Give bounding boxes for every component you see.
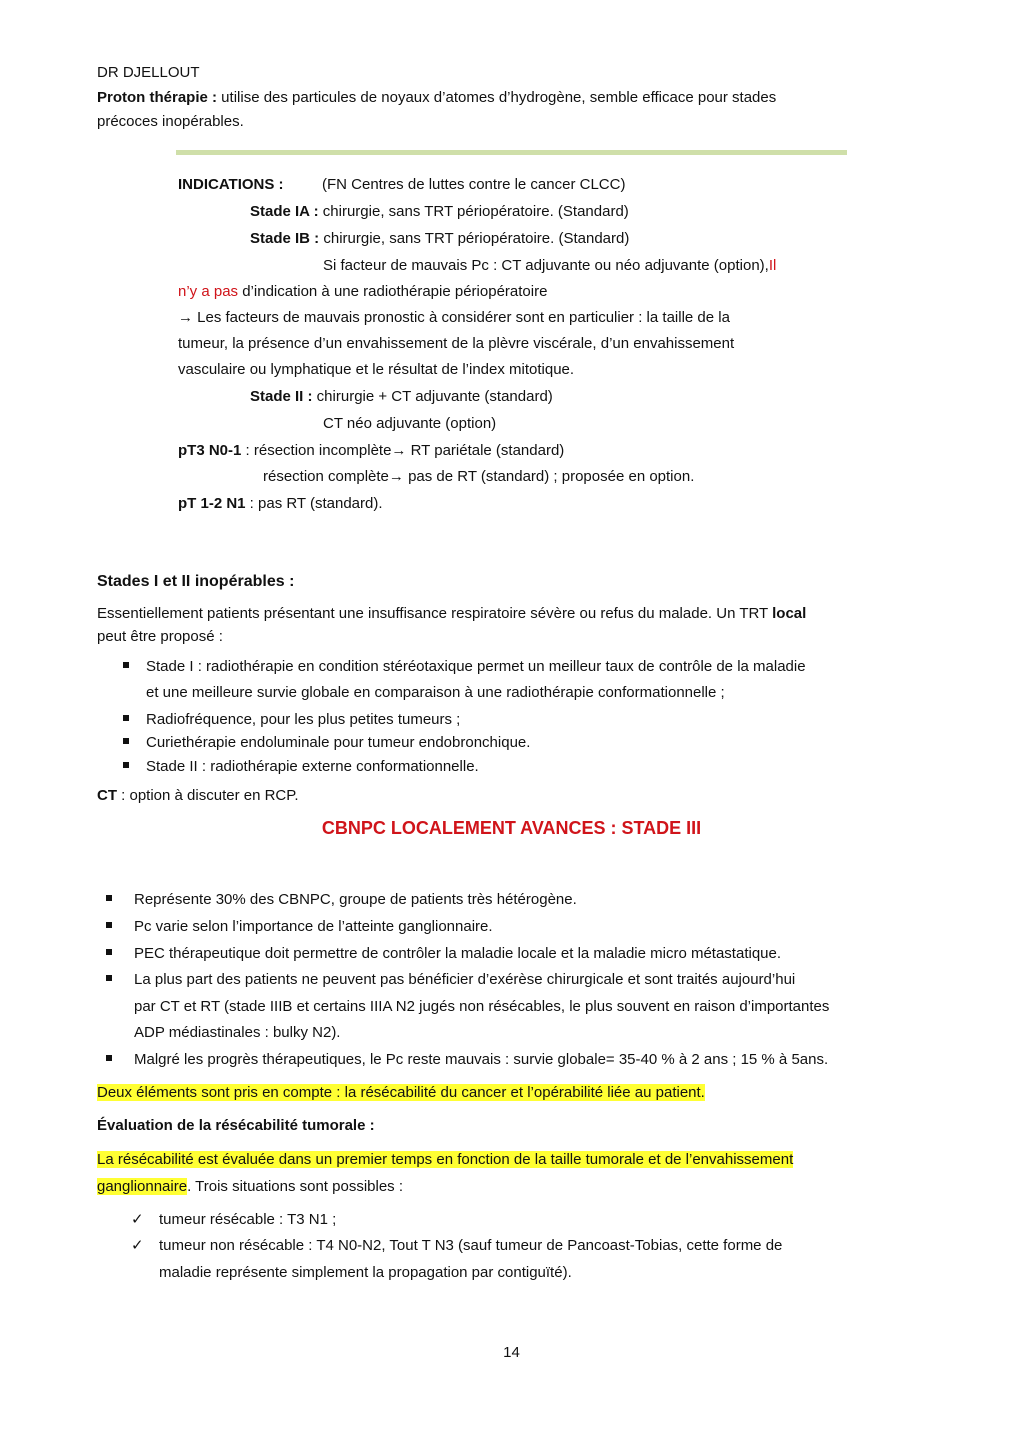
inoperables-intro-line-2: peut être proposé : xyxy=(97,628,223,645)
proton-paragraph-line-2: précoces inopérables. xyxy=(97,113,244,130)
stade-ib-line: Stade IB : chirurgie, sans TRT périopératoire. (Standard) xyxy=(250,230,630,247)
list-item: La plus part des patients ne peuvent pas bénéficier d’exérèse chirurgicale et sont traités aujourd’hui xyxy=(134,971,796,988)
list-item: Curiethérapie endoluminale pour tumeur endobronchique. xyxy=(146,734,531,751)
section-divider xyxy=(176,150,847,155)
ct-line: CT : option à discuter en RCP. xyxy=(97,787,299,804)
situations-line: ganglionnaire. Trois situations sont possibles : xyxy=(97,1178,404,1195)
list-item: Radiofréquence, pour les plus petites tumeurs ; xyxy=(146,711,461,728)
list-item: Stade I : radiothérapie en condition stéréotaxique permet un meilleur taux de contrôle de la maladie xyxy=(146,658,806,675)
pronostic-line-2: tumeur, la présence d’un envahissement de la plèvre viscérale, d’un envahissement xyxy=(178,335,735,352)
pt3-line: pT3 N0-1 : résection incomplète→ RT pariétale (standard) xyxy=(178,442,565,459)
list-item: ADP médiastinales : bulky N2). xyxy=(134,1024,341,1041)
pt3-complete-line: résection complète→ pas de RT (standard) ; proposée en option. xyxy=(263,468,695,485)
eval-heading: Évaluation de la résécabilité tumorale : xyxy=(97,1117,375,1134)
inoperables-intro-line-1: Essentiellement patients présentant une insuffisance respiratoire sévère ou refus du malade. Un TRT local xyxy=(97,605,807,622)
bullet-square-icon xyxy=(106,949,112,955)
facteur-cont-line: n’y a pas d’indication à une radiothérapie périopératoire xyxy=(178,283,548,300)
highlight-line-1: Deux éléments sont pris en compte : la résécabilité du cancer et l’opérabilité liée au patient. xyxy=(97,1084,705,1101)
list-item: PEC thérapeutique doit permettre de contrôler la maladie locale et la maladie micro métastatique. xyxy=(134,945,782,962)
list-item: et une meilleure survie globale en comparaison à une radiothérapie conformationnelle ; xyxy=(146,684,725,701)
list-item: tumeur résécable : T3 N1 ; xyxy=(159,1211,337,1228)
stade-ia-line: Stade IA : chirurgie, sans TRT périopératoire. (Standard) xyxy=(250,203,629,220)
bullet-square-icon xyxy=(106,922,112,928)
section-title: CBNPC LOCALEMENT AVANCES : STADE III xyxy=(321,818,702,838)
inoperables-heading: Stades I et II inopérables : xyxy=(97,573,295,590)
list-item: par CT et RT (stade IIIB et certains IIIA N2 jugés non résécables, le plus souvent en raison d’importantes xyxy=(134,998,830,1015)
list-item: maladie représente simplement la propagation par contiguïté). xyxy=(159,1264,572,1281)
bullet-square-icon xyxy=(123,762,129,768)
list-item: Représente 30% des CBNPC, groupe de patients très hétérogène. xyxy=(134,891,577,908)
highlight-line-2: La résécabilité est évaluée dans un premier temps en fonction de la taille tumorale et de l’envahissement xyxy=(97,1151,794,1168)
author-name: DR DJELLOUT xyxy=(97,64,200,81)
list-item: Pc varie selon l’importance de l’atteinte ganglionnaire. xyxy=(134,918,493,935)
proton-label: Proton thérapie : xyxy=(97,89,218,106)
bullet-square-icon xyxy=(106,975,112,981)
stade-ii-option: CT néo adjuvante (option) xyxy=(323,415,497,432)
proton-text: utilise des particules de noyaux d’atomes d’hydrogène, semble efficace pour stades xyxy=(217,89,777,106)
facteur-line: Si facteur de mauvais Pc : CT adjuvante ou néo adjuvante (option),Il xyxy=(323,257,777,274)
bullet-square-icon xyxy=(123,662,129,668)
bullet-square-icon xyxy=(106,895,112,901)
pronostic-line-3: vasculaire ou lymphatique et le résultat de l’index mitotique. xyxy=(178,361,575,378)
bullet-square-icon xyxy=(123,738,129,744)
checkmark-icon: ✓ xyxy=(131,1210,144,1228)
indications-source: (FN Centres de luttes contre le cancer CLCC) xyxy=(322,176,626,193)
proton-paragraph-line-1 xyxy=(97,86,776,110)
pronostic-line-1: → Les facteurs de mauvais pronostic à considérer sont en particulier : la taille de la xyxy=(178,309,730,326)
list-item: Malgré les progrès thérapeutiques, le Pc reste mauvais : survie globale= 35-40 % à 2 ans ; 15 % à 5ans. xyxy=(134,1051,829,1068)
list-item: Stade II : radiothérapie externe conformationnelle. xyxy=(146,758,479,775)
indications-label: INDICATIONS : xyxy=(178,176,284,193)
stade-ii-line: Stade II : chirurgie + CT adjuvante (standard) xyxy=(250,388,553,405)
bullet-square-icon xyxy=(123,715,129,721)
list-item: tumeur non résécable : T4 N0-N2, Tout T N3 (sauf tumeur de Pancoast-Tobias, cette forme de xyxy=(159,1237,783,1254)
page-number: 14 xyxy=(503,1344,520,1361)
checkmark-icon: ✓ xyxy=(131,1236,144,1254)
bullet-square-icon xyxy=(106,1055,112,1061)
pt12-line: pT 1-2 N1 : pas RT (standard). xyxy=(178,495,383,512)
